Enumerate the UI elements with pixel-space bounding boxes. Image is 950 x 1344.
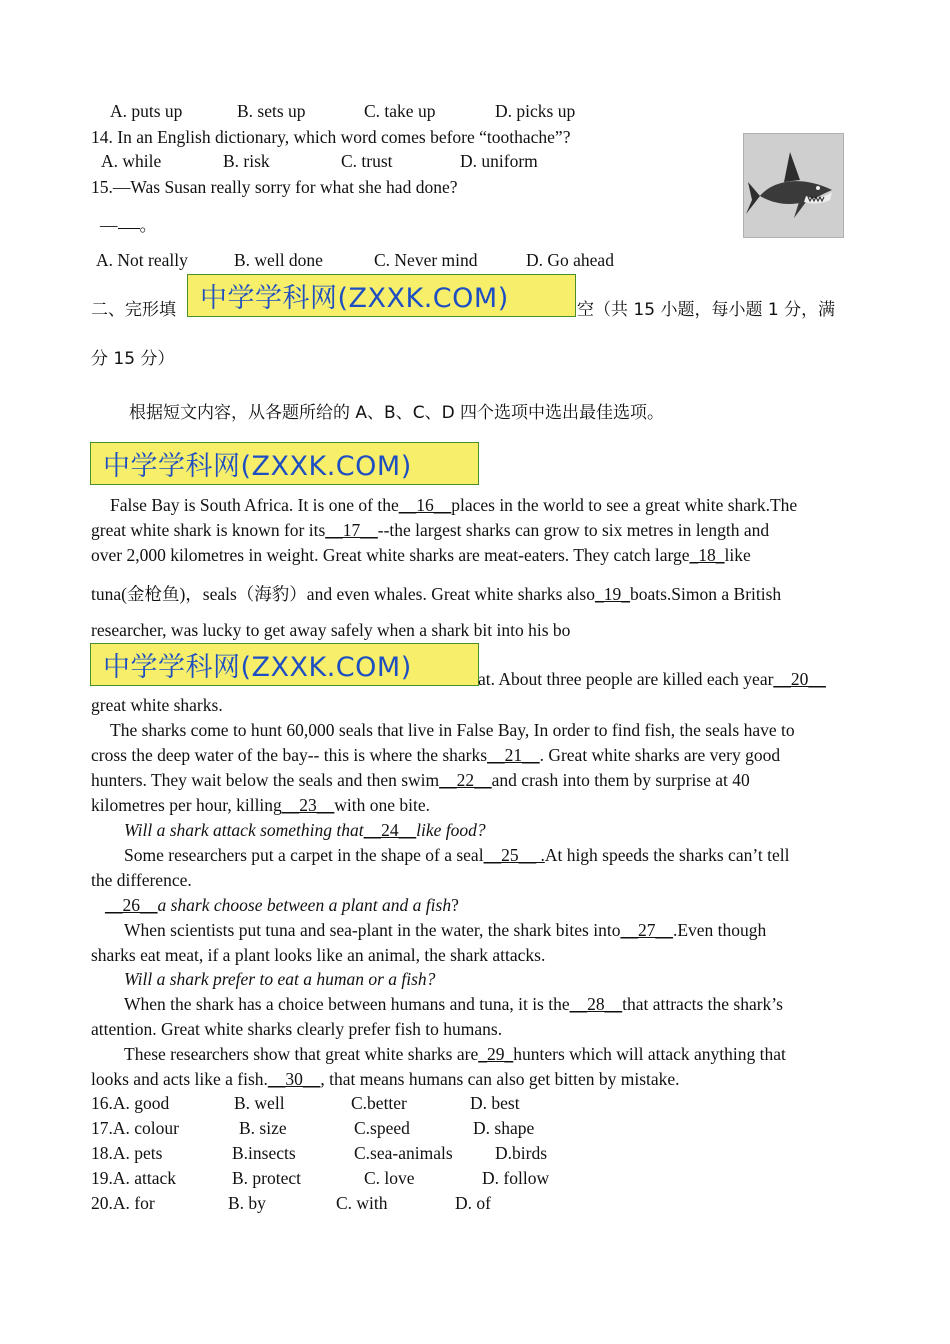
passage-line: great white shark is known for its__17__--the largest sharks can grow to six metres in length and: [91, 520, 770, 540]
option-d: D. shape: [473, 1118, 535, 1138]
option-d: D. follow: [482, 1168, 550, 1188]
option-b: B. well done: [234, 250, 323, 270]
blank-21: __21__: [487, 745, 540, 765]
passage-subheading: Will a shark prefer to eat a human or a fish?: [124, 969, 436, 989]
blank-29: _29_: [478, 1044, 514, 1064]
option-a: A. while: [101, 151, 162, 171]
blank-19: _19_: [594, 584, 630, 604]
option-d: D. uniform: [460, 151, 538, 171]
passage-line: looks and acts like a fish.__30__, that means humans can also get bitten by mistake.: [91, 1069, 680, 1089]
q15-reply: — 。: [100, 215, 157, 235]
option-c: C. trust: [341, 151, 393, 171]
watermark-logo: 中学学科网(ZXXK.COM): [90, 643, 479, 686]
question-15: 15.—Was Susan really sorry for what she had done?: [91, 177, 458, 197]
option-c: C.better: [351, 1093, 407, 1113]
passage-line: hunters. They wait below the seals and then swim__22__and crash into them by surprise at 40: [91, 770, 750, 790]
blank-20: __20__: [773, 669, 826, 689]
option-b: B. by: [228, 1193, 266, 1213]
section-2-instruction: 根据短文内容，从各题所给的 A、B、C、D 四个选项中选出最佳选项。: [129, 403, 665, 423]
passage-line: great white sharks.: [91, 695, 223, 715]
passage-line: sharks eat meat, if a plant looks like an animal, the shark attacks.: [91, 945, 546, 965]
question-14: 14. In an English dictionary, which word comes before “toothache”?: [91, 127, 571, 147]
blank-18: _18_: [689, 545, 725, 565]
section-2-heading-end: 空（共 15 小题，每小题 1 分，满: [577, 300, 836, 320]
passage-line: attention. Great white sharks clearly prefer fish to humans.: [91, 1019, 503, 1039]
option-a: A. Not really: [96, 250, 188, 270]
option-c: C. Never mind: [374, 250, 478, 270]
watermark-logo: 中学学科网(ZXXK.COM): [187, 274, 576, 317]
option-a: 16.A. good: [91, 1093, 170, 1113]
blank-27: __27__: [620, 920, 673, 940]
option-a: 17.A. colour: [91, 1118, 179, 1138]
passage-line: Some researchers put a carpet in the shape of a seal__25__ .At high speeds the sharks can’t tell: [124, 845, 790, 865]
option-a: A. puts up: [110, 101, 183, 121]
option-b: B. protect: [232, 1168, 302, 1188]
blank-30: __30__: [267, 1069, 321, 1089]
passage-subheading: Will a shark attack something that__24__like food?: [124, 820, 486, 840]
blank-17: __17__: [325, 520, 378, 540]
option-a: 20.A. for: [91, 1193, 155, 1213]
option-c: C. take up: [364, 101, 436, 121]
blank-16: __16__: [398, 495, 452, 515]
passage-line: researcher, was lucky to get away safely when a shark bit into his bo: [91, 620, 571, 640]
option-c: C.speed: [354, 1118, 410, 1138]
option-d: D. best: [470, 1093, 520, 1113]
option-c: C.sea-animals: [354, 1143, 453, 1163]
option-d: D. of: [455, 1193, 491, 1213]
blank-23: __23__: [281, 795, 335, 815]
option-b: B. risk: [223, 151, 270, 171]
option-b: B. size: [239, 1118, 287, 1138]
section-2-heading: 二、完形填: [91, 300, 176, 320]
option-b: B. sets up: [237, 101, 306, 121]
blank-24: __24__: [363, 820, 417, 840]
passage-line: tuna(金枪鱼)，seals（海豹）and even whales. Great white sharks also_19_boats.Simon a British: [91, 584, 782, 604]
option-d: D.birds: [495, 1143, 548, 1163]
option-c: C. love: [364, 1168, 415, 1188]
passage-line: at. About three people are killed each year__20__: [478, 669, 826, 689]
passage-line: kilometres per hour, killing__23__with one bite.: [91, 795, 431, 815]
option-a: 19.A. attack: [91, 1168, 177, 1188]
blank-26: __26__: [105, 895, 158, 915]
blank-28: __28__: [569, 994, 623, 1014]
option-d: D. picks up: [495, 101, 576, 121]
passage-line: When the shark has a choice between humans and tuna, it is the__28__that attracts the shark’s: [124, 994, 783, 1014]
passage-line: cross the deep water of the bay-- this is where the sharks__21__. Great white sharks are very good: [91, 745, 781, 765]
blank-25: __25__ .: [483, 845, 545, 865]
option-b: B. well: [234, 1093, 285, 1113]
passage-line: False Bay is South Africa. It is one of the__16__places in the world to see a great white shark.The: [110, 495, 798, 515]
watermark-logo: 中学学科网(ZXXK.COM): [90, 442, 479, 485]
option-c: C. with: [336, 1193, 388, 1213]
passage-line: the difference.: [91, 870, 192, 890]
section-2-heading-line2: 分 15 分）: [91, 349, 175, 369]
passage-line: over 2,000 kilometres in weight. Great white sharks are meat-eaters. They catch large_18_like: [91, 545, 751, 565]
passage-line: The sharks come to hunt 60,000 seals that live in False Bay, In order to find fish, the seals have to: [110, 720, 795, 740]
option-d: D. Go ahead: [526, 250, 614, 270]
option-a: 18.A. pets: [91, 1143, 163, 1163]
shark-image: [743, 133, 844, 238]
passage-subheading: __26__a shark choose between a plant and a fish?: [105, 895, 459, 915]
passage-line: These researchers show that great white sharks are_29_hunters which will attack anything that: [124, 1044, 786, 1064]
blank-22: __22__: [439, 770, 492, 790]
option-b: B.insects: [232, 1143, 296, 1163]
passage-line: When scientists put tuna and sea-plant in the water, the shark bites into__27__.Even though: [124, 920, 767, 940]
